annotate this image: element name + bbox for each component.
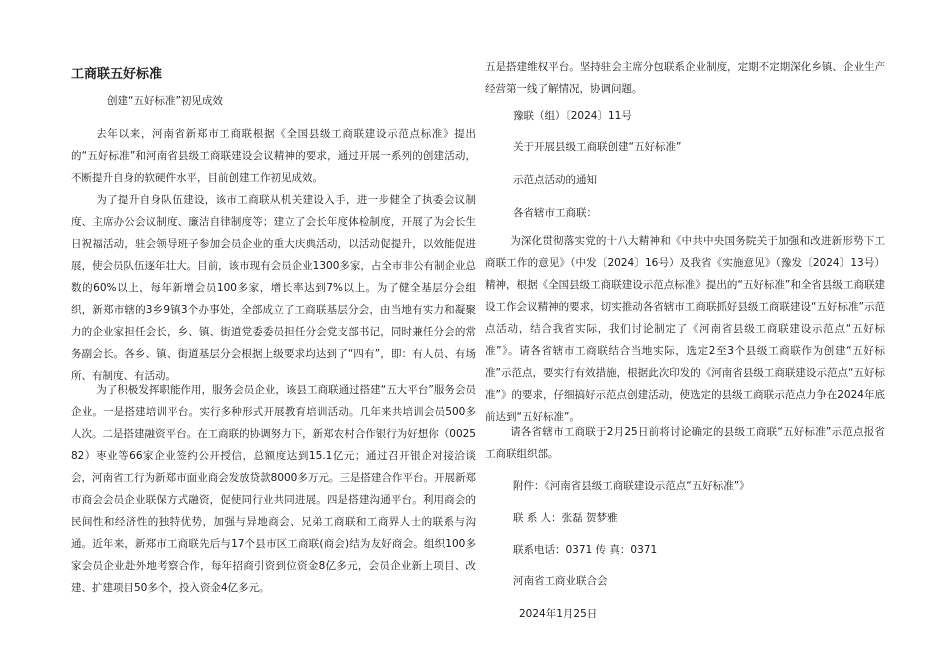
document-subtitle: 创建“五好标准”初见成效 [107, 95, 223, 107]
contact-person: 联 系 人：张磊 贺梦雅 [513, 512, 618, 524]
notice-title-line-2: 示范点活动的通知 [513, 174, 597, 186]
paragraph-rights-platform: 五是搭建维权平台。坚持驻会主席分包联系企业制度，定期不定期深化乡镇、企业生产经营第一线了解情况，协调问题。 [485, 61, 885, 95]
paragraph-intro: 去年以来，河南省新郑市工商联根据《全国县级工商联建设示范点标准》提出的“五好标准”和河南省县级工商联建设会议精神的要求，通过开展一系列的创建活动，不断提升自身的软硬件水平，目前创建工作初见成效。 [71, 128, 476, 184]
issuing-organization: 河南省工商业联合会 [513, 575, 608, 587]
notice-title-line-1: 关于开展县级工商联创建“五好标准” [513, 141, 682, 153]
attachment-line: 附件：《河南省县级工商联建设示范点“五好标准”》 [513, 480, 750, 492]
paragraph-team-building: 为了提升自身队伍建设，该市工商联从机关建设入手，进一步健全了执委会议制度、主席办公会议制度、廉洁自律制度等；建立了会长年度体检制度，开展了为会长生日祝福活动，驻会领导班子参加会员企业的重大庆典活动，以活动促提升，以效能促进展，使会员队伍逐年壮大。目前，该市现有会员企业1300多家，占全市非公有制企业总数的60%以上，每年新增会员100多家，增长率达到7%以上。为了健全基层分会组织，新郑市辖的3乡9镇3个办事处，全部成立了工商联基层分会，由当地有实力和凝聚力的企业家担任会长，乡、镇、街道党委委员担任分会党支部书记，同时兼任分会的常务副会长。各乡、镇、街道基层分会根据上级要求均达到了“四有”，即：有人员、有场所、有制度、有活动。 [71, 194, 476, 382]
document-number: 豫联（组）〔2024〕11号 [513, 110, 632, 122]
notice-body: 为深化贯彻落实党的十八大精神和《中共中央国务院关于加强和改进新形势下工商联工作的意见》（中发〔2024〕16号）及我省《实施意见》（豫发〔2024〕13号）精神，根据《全国县级工商联建设示范点标准》提出的“五好标准”和全省县级工商联建设工作会议精神的要求，切实推动各省辖市工商联抓好县级工商联建设“五好标准”示范点活动，结合我省实际，我们讨论制定了《河南省县级工商联建设示范点“五好标准”》。请各省辖市工商联结合当地实际，选定2至3个县级工商联作为创建“五好标准”示范点，要实行有效措施，根据此次印发的《河南省县级工商联建设示范点“五好标准”》的要求，仔细搞好示范点创建活动，使选定的县级工商联示范点力争在2024年底前达到“五好标准”。 [485, 235, 885, 423]
contact-phone: 联系电话：0371 传 真：0371 [513, 544, 658, 556]
document-title: 工商联五好标准 [71, 67, 163, 82]
notice-deadline: 请各省辖市工商联于2月25日前将讨论确定的县级工商联“五好标准”示范点报省工商联组织部。 [485, 426, 885, 460]
paragraph-five-platforms: 为了积极发挥职能作用，服务会员企业，该县工商联通过搭建“五大平台”服务会员企业。一是搭建培训平台。实行多种形式开展教育培训活动。几年来共培训会员500多人次。二是搭建融资平台。在工商联的协调努力下，新郑农村合作银行为好想你（002582）枣业等66家企业签约公开授信，总额度达到15.1亿元；通过召开银企对接洽谈会，河南省工行为新郑市面业商会发放贷款8000多万元。三是搭建合作平台。开展新郑市商会会员企业联保方式融资，促使同行业共同进展。四是搭建沟通平台。利用商会的民间性和经济性的独特优势，加强与异地商会、兄弟工商联和工商界人士的联系与沟通。近年来，新郑市工商联先后与17个县市区工商联(商会)结为友好商会。组织100多家会员企业赴外地考察合作，每年招商引资到位资金8亿多元，会员企业新上项目、改建、扩建项目50多个，投入资金4亿多元。 [71, 384, 476, 594]
issue-date: 2024年1月25日 [519, 608, 598, 620]
salutation: 各省辖市工商联： [513, 207, 597, 219]
